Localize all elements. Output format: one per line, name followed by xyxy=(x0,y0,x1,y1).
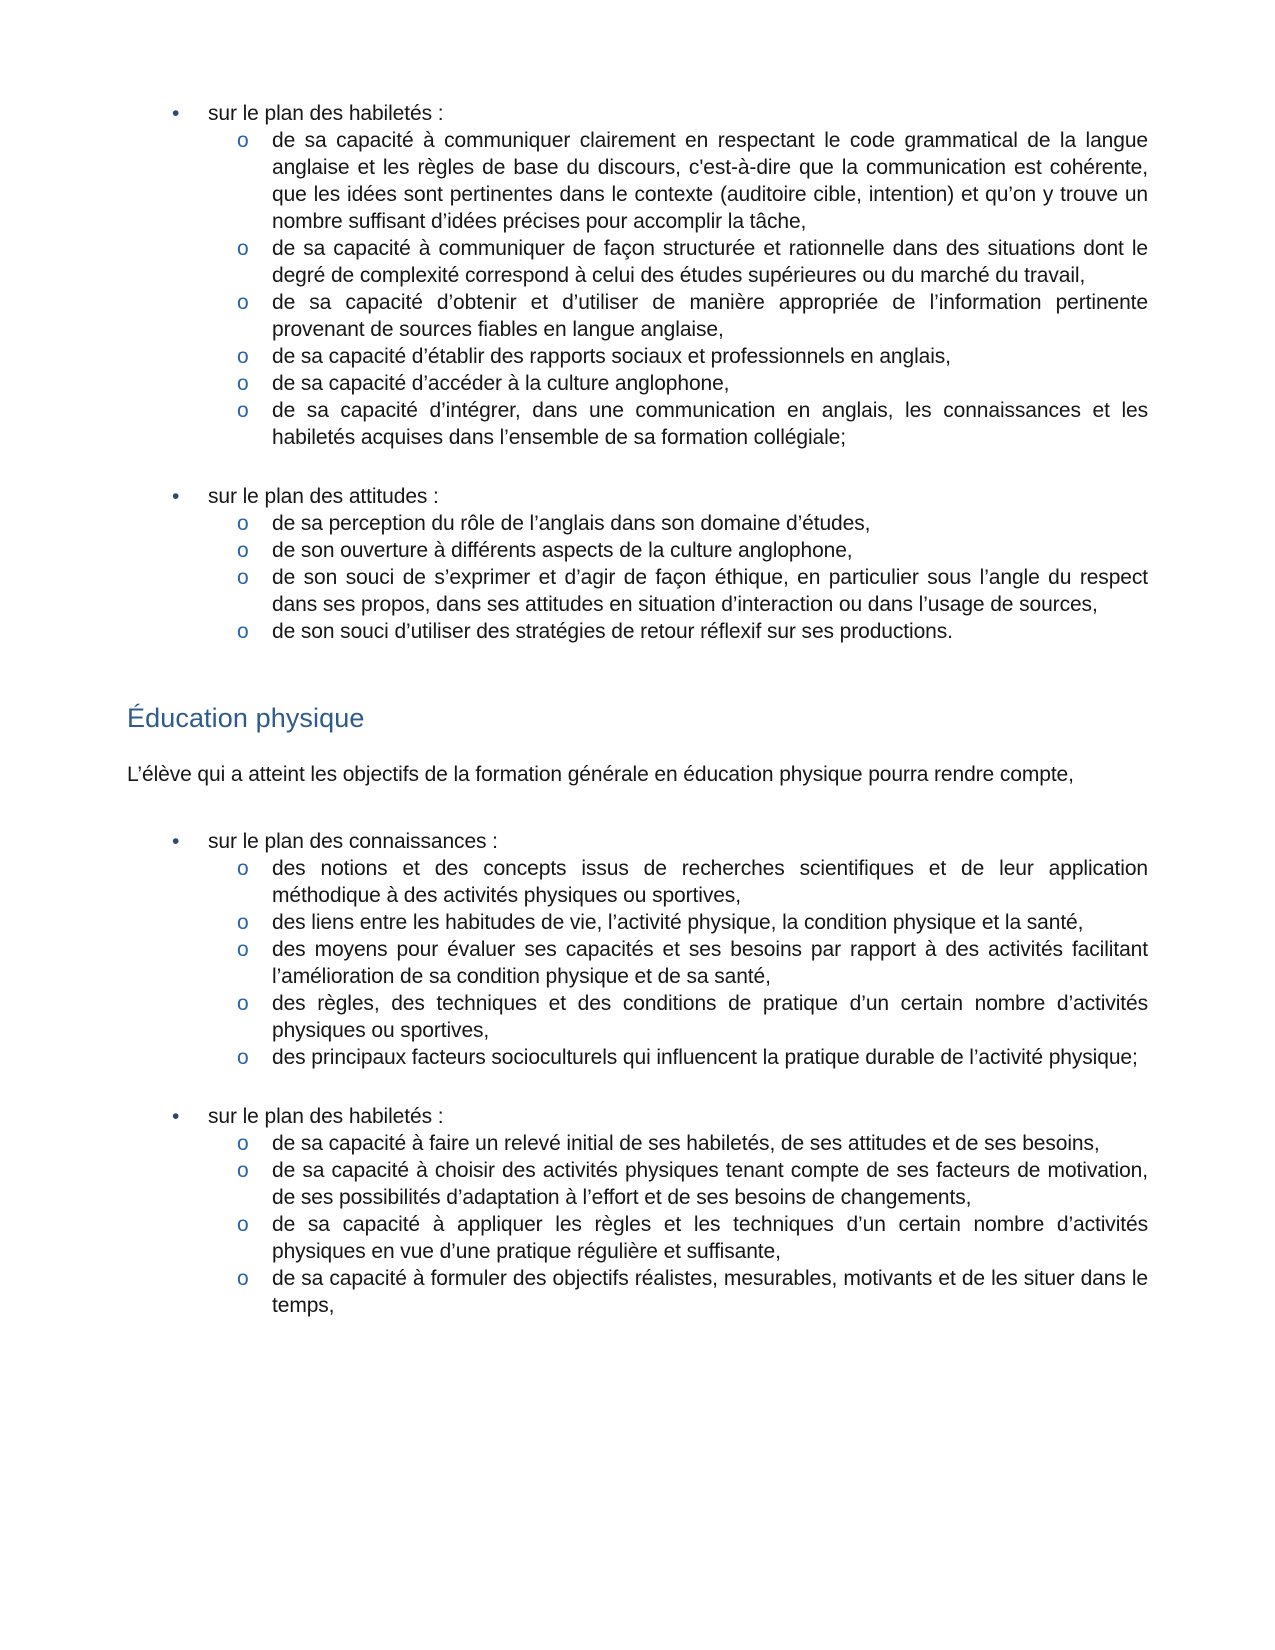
list-item-text: de sa capacité d’établir des rapports sociaux et professionnels en anglais, xyxy=(272,345,951,368)
list-item xyxy=(127,1211,1148,1265)
circle-bullet-icon: o xyxy=(237,1213,249,1236)
bullet-group-edphys-habiletes xyxy=(127,1103,1148,1319)
list-item xyxy=(127,397,1148,451)
bullet-group-anglais-habiletes xyxy=(127,100,1148,451)
list-item-text: des notions et des concepts issus de recherches scientifiques et de leur application méthodique à des activités physiques ou sportives, xyxy=(272,857,1148,907)
list-item-text: des moyens pour évaluer ses capacités et ses besoins par rapport à des activités facilitant l’amélioration de sa condition physique et de sa santé, xyxy=(272,938,1148,988)
bullet-group-edphys-connaissances xyxy=(127,828,1148,1071)
circle-bullet-icon: o xyxy=(237,992,249,1015)
circle-bullet-icon: o xyxy=(237,539,249,562)
circle-bullet-icon: o xyxy=(237,938,249,961)
circle-bullet-icon: o xyxy=(237,1267,249,1290)
list-item xyxy=(127,510,1148,537)
circle-bullet-icon: o xyxy=(237,237,249,260)
bullet-icon: • xyxy=(172,485,180,508)
circle-bullet-icon: o xyxy=(237,345,249,368)
list-item-text: de son souci de s’exprimer et d’agir de façon éthique, en particulier sous l’angle du respect dans ses propos, dans ses attitudes en situation d’interaction ou dans l’usage de sources, xyxy=(272,566,1148,616)
section-heading: Éducation physique xyxy=(127,703,365,733)
intro-paragraph: L’élève qui a atteint les objectifs de la formation générale en éducation physique pourra rendre compte, xyxy=(127,763,1074,786)
list-item-text: des règles, des techniques et des conditions de pratique d’un certain nombre d’activités physiques ou sportives, xyxy=(272,992,1148,1042)
list-item xyxy=(127,235,1148,289)
list-item-text: de sa perception du rôle de l’anglais dans son domaine d’études, xyxy=(272,512,871,535)
list-item xyxy=(127,618,1148,645)
bullet-icon: • xyxy=(172,1105,180,1128)
list-item-text: de sa capacité d’accéder à la culture anglophone, xyxy=(272,372,730,395)
list-item xyxy=(127,1265,1148,1319)
circle-bullet-icon: o xyxy=(237,857,249,880)
circle-bullet-icon: o xyxy=(237,512,249,535)
list-label-row xyxy=(127,1103,1148,1130)
list-item-text: de sa capacité à choisir des activités physiques tenant compte de ses facteurs de motivation, de ses possibilités d’adaptation à l’effort et de ses besoins de changements, xyxy=(272,1159,1148,1209)
circle-bullet-icon: o xyxy=(237,372,249,395)
list-item xyxy=(127,1157,1148,1211)
list-item-text: des liens entre les habitudes de vie, l’activité physique, la condition physique et la santé, xyxy=(272,911,1084,934)
list-item-text: de sa capacité à communiquer de façon structurée et rationnelle dans des situations dont le degré de complexité correspond à celui des études supérieures ou du marché du travail, xyxy=(272,237,1148,287)
bullet-group-anglais-attitudes xyxy=(127,483,1148,645)
list-label: sur le plan des habiletés : xyxy=(208,1105,444,1128)
list-item xyxy=(127,936,1148,990)
list-item-text: de sa capacité d’obtenir et d’utiliser de manière appropriée de l’information pertinente provenant de sources fiables en langue anglaise, xyxy=(272,291,1148,341)
list-label: sur le plan des connaissances : xyxy=(208,830,498,853)
list-label-row xyxy=(127,828,1148,855)
circle-bullet-icon: o xyxy=(237,1159,249,1182)
circle-bullet-icon: o xyxy=(237,1046,249,1069)
bullet-icon: • xyxy=(172,830,180,853)
list-item-text: de son souci d’utiliser des stratégies de retour réflexif sur ses productions. xyxy=(272,620,953,643)
list-item xyxy=(127,990,1148,1044)
list-item-text: de sa capacité à faire un relevé initial de ses habiletés, de ses attitudes et de ses besoins, xyxy=(272,1132,1100,1155)
list-item xyxy=(127,1044,1148,1071)
list-item-text: de sa capacité à appliquer les règles et les techniques d’un certain nombre d’activités physiques en vue d’une pratique régulière et suffisante, xyxy=(272,1213,1148,1263)
list-item-text: de sa capacité à formuler des objectifs réalistes, mesurables, motivants et de les situer dans le temps, xyxy=(272,1267,1148,1317)
circle-bullet-icon: o xyxy=(237,620,249,643)
circle-bullet-icon: o xyxy=(237,291,249,314)
list-label: sur le plan des habiletés : xyxy=(208,102,444,125)
list-item xyxy=(127,370,1148,397)
list-label: sur le plan des attitudes : xyxy=(208,485,439,508)
list-label-row xyxy=(127,100,1148,127)
list-item xyxy=(127,537,1148,564)
list-item xyxy=(127,855,1148,909)
list-item xyxy=(127,564,1148,618)
circle-bullet-icon: o xyxy=(237,566,249,589)
bullet-icon: • xyxy=(172,102,180,125)
circle-bullet-icon: o xyxy=(237,129,249,152)
list-item xyxy=(127,127,1148,235)
list-item-text: des principaux facteurs socioculturels qui influencent la pratique durable de l’activité physique; xyxy=(272,1046,1138,1069)
circle-bullet-icon: o xyxy=(237,399,249,422)
circle-bullet-icon: o xyxy=(237,911,249,934)
list-item-text: de son ouverture à différents aspects de la culture anglophone, xyxy=(272,539,853,562)
list-item-text: de sa capacité à communiquer clairement en respectant le code grammatical de la langue anglaise et les règles de base du discours, c'est-à-dire que la communication est cohérente, que les idées sont pertinentes dans le contexte (auditoire cible, intention) et qu’on y trouve un nombre suffisant d’idées précises pour accomplir la tâche, xyxy=(272,129,1148,233)
list-item-text: de sa capacité d’intégrer, dans une communication en anglais, les connaissances et les habiletés acquises dans l’ensemble de sa formation collégiale; xyxy=(272,399,1148,449)
circle-bullet-icon: o xyxy=(237,1132,249,1155)
list-item xyxy=(127,343,1148,370)
list-item xyxy=(127,909,1148,936)
list-item xyxy=(127,289,1148,343)
list-item xyxy=(127,1130,1148,1157)
list-label-row xyxy=(127,483,1148,510)
